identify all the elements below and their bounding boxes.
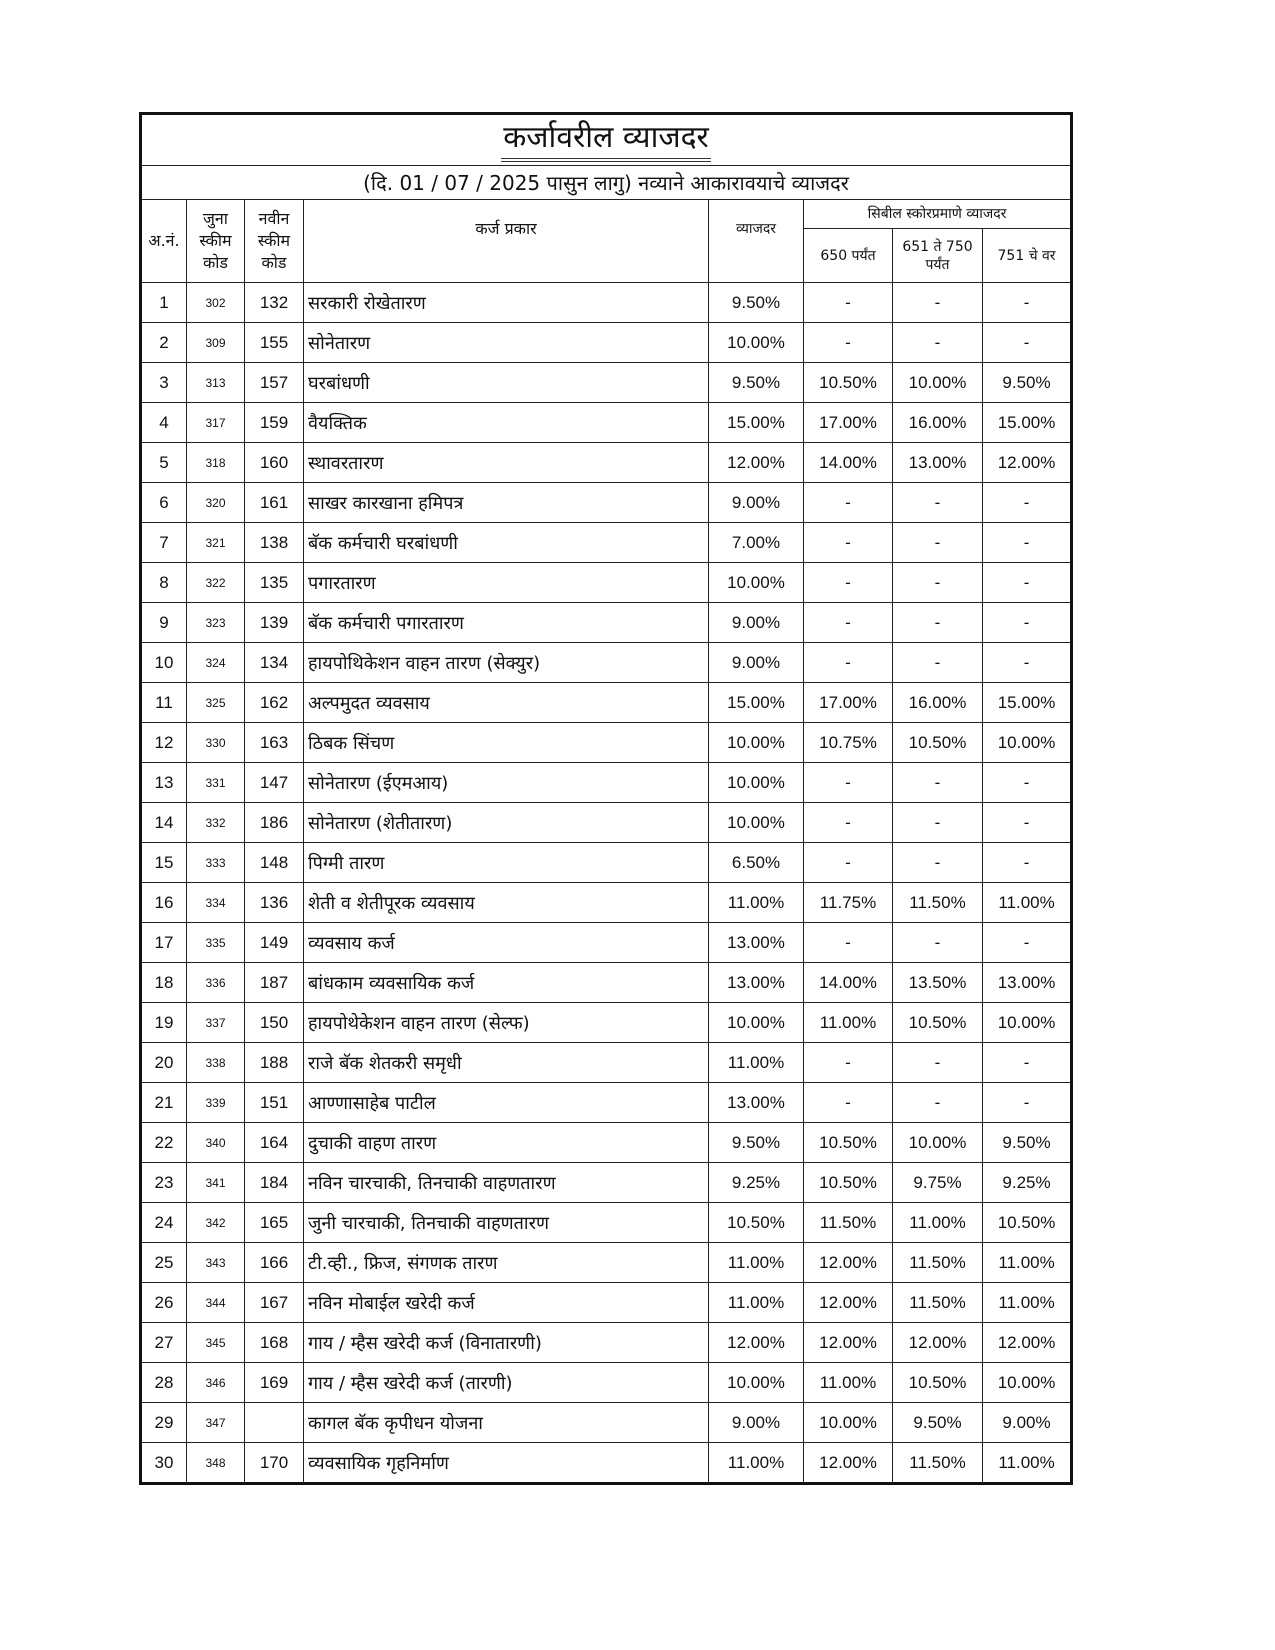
- old-scheme-code: 346: [187, 1363, 245, 1403]
- new-scheme-code: 136: [245, 883, 304, 923]
- rate-cibil-751: 9.50%: [983, 363, 1072, 403]
- rate-cibil-650: -: [804, 843, 893, 883]
- rate-cibil-651-750: 10.50%: [893, 723, 983, 763]
- old-scheme-code: 337: [187, 1003, 245, 1043]
- document-title-cell: [141, 114, 1072, 166]
- table-row: [141, 563, 1072, 603]
- loan-type: जुनी चारचाकी, तिनचाकी वाहणतारण: [304, 1203, 709, 1243]
- new-scheme-code: 164: [245, 1123, 304, 1163]
- rate-cibil-751: 10.00%: [983, 1363, 1072, 1403]
- rate-cibil-651-750: 11.50%: [893, 883, 983, 923]
- rate-cibil-751: 10.00%: [983, 723, 1072, 763]
- rate-cibil-751: 10.00%: [983, 1003, 1072, 1043]
- interest-rate: 15.00%: [709, 683, 804, 723]
- old-scheme-code: 340: [187, 1123, 245, 1163]
- rate-cibil-651-750: 11.50%: [893, 1283, 983, 1323]
- old-scheme-code: 309: [187, 323, 245, 363]
- rate-cibil-651-750: 16.00%: [893, 403, 983, 443]
- rate-cibil-651-750: -: [893, 923, 983, 963]
- serial-number: 23: [141, 1163, 187, 1203]
- new-scheme-code: 187: [245, 963, 304, 1003]
- rate-cibil-651-750: 10.00%: [893, 1123, 983, 1163]
- interest-rate: 6.50%: [709, 843, 804, 883]
- new-scheme-code: 163: [245, 723, 304, 763]
- rate-cibil-650: 10.50%: [804, 363, 893, 403]
- new-scheme-code: 167: [245, 1283, 304, 1323]
- serial-number: 14: [141, 803, 187, 843]
- rate-cibil-651-750: -: [893, 1083, 983, 1123]
- loan-type: व्यवसायिक गृहनिर्माण: [304, 1443, 709, 1484]
- serial-number: 5: [141, 443, 187, 483]
- rate-cibil-751: -: [983, 923, 1072, 963]
- old-scheme-code: 320: [187, 483, 245, 523]
- new-scheme-code: 166: [245, 1243, 304, 1283]
- new-scheme-code: 169: [245, 1363, 304, 1403]
- rate-cibil-651-750: -: [893, 843, 983, 883]
- loan-type: बॅक कर्मचारी पगारतारण: [304, 603, 709, 643]
- serial-number: 13: [141, 763, 187, 803]
- loan-type: नविन मोबाईल खरेदी कर्ज: [304, 1283, 709, 1323]
- serial-number: 6: [141, 483, 187, 523]
- old-scheme-code: 318: [187, 443, 245, 483]
- loan-type: सरकारी रोखेतारण: [304, 283, 709, 323]
- loan-type: अल्पमुदत व्यवसाय: [304, 683, 709, 723]
- loan-type: साखर कारखाना हमिपत्र: [304, 483, 709, 523]
- rate-cibil-651-750: 10.00%: [893, 363, 983, 403]
- rate-cibil-650: 12.00%: [804, 1243, 893, 1283]
- rate-cibil-751: 9.25%: [983, 1163, 1072, 1203]
- header-cibil-group: सिबील स्कोरप्रमाणे व्याजदर: [804, 200, 1072, 229]
- rate-cibil-651-750: -: [893, 563, 983, 603]
- rate-cibil-651-750: -: [893, 283, 983, 323]
- serial-number: 15: [141, 843, 187, 883]
- serial-number: 25: [141, 1243, 187, 1283]
- rate-cibil-650: -: [804, 923, 893, 963]
- loan-type: स्थावरतारण: [304, 443, 709, 483]
- interest-rate: 9.00%: [709, 603, 804, 643]
- old-scheme-code: 313: [187, 363, 245, 403]
- rate-cibil-650: -: [804, 483, 893, 523]
- loan-type: ठिबक सिंचण: [304, 723, 709, 763]
- rate-cibil-650: 10.50%: [804, 1123, 893, 1163]
- table-row: [141, 403, 1072, 443]
- rate-cibil-651-750: -: [893, 1043, 983, 1083]
- rate-cibil-751: 12.00%: [983, 443, 1072, 483]
- interest-rate: 10.00%: [709, 803, 804, 843]
- rate-cibil-751: 11.00%: [983, 883, 1072, 923]
- table-row: [141, 363, 1072, 403]
- table-row: [141, 323, 1072, 363]
- new-scheme-code: 132: [245, 283, 304, 323]
- old-scheme-code: 330: [187, 723, 245, 763]
- header-serial: अ.नं.: [141, 200, 187, 283]
- new-scheme-code: 139: [245, 603, 304, 643]
- rate-cibil-751: -: [983, 563, 1072, 603]
- rate-cibil-651-750: 16.00%: [893, 683, 983, 723]
- old-scheme-code: 345: [187, 1323, 245, 1363]
- rate-cibil-650: 11.75%: [804, 883, 893, 923]
- rate-cibil-751: 11.00%: [983, 1283, 1072, 1323]
- rate-cibil-651-750: 11.50%: [893, 1443, 983, 1484]
- loan-type: कागल बॅक कृपीधन योजना: [304, 1403, 709, 1443]
- table-row: [141, 1203, 1072, 1243]
- table-row: [141, 1443, 1072, 1484]
- rate-cibil-650: 12.00%: [804, 1283, 893, 1323]
- serial-number: 12: [141, 723, 187, 763]
- rate-cibil-751: -: [983, 603, 1072, 643]
- table-row: [141, 643, 1072, 683]
- rate-cibil-751: 15.00%: [983, 683, 1072, 723]
- serial-number: 8: [141, 563, 187, 603]
- new-scheme-code: 151: [245, 1083, 304, 1123]
- loan-type: बांधकाम व्यवसायिक कर्ज: [304, 963, 709, 1003]
- interest-rate: 10.00%: [709, 763, 804, 803]
- rate-cibil-751: -: [983, 843, 1072, 883]
- interest-rate: 11.00%: [709, 1443, 804, 1484]
- rate-cibil-651-750: -: [893, 323, 983, 363]
- new-scheme-code: 186: [245, 803, 304, 843]
- table-row: [141, 603, 1072, 643]
- old-scheme-code: 342: [187, 1203, 245, 1243]
- serial-number: 19: [141, 1003, 187, 1043]
- serial-number: 21: [141, 1083, 187, 1123]
- interest-rate: 9.00%: [709, 1403, 804, 1443]
- old-scheme-code: 323: [187, 603, 245, 643]
- loan-type: व्यवसाय कर्ज: [304, 923, 709, 963]
- new-scheme-code: 160: [245, 443, 304, 483]
- serial-number: 10: [141, 643, 187, 683]
- rate-cibil-751: -: [983, 323, 1072, 363]
- interest-rate: 9.50%: [709, 283, 804, 323]
- rate-cibil-751: 15.00%: [983, 403, 1072, 443]
- table-row: [141, 1123, 1072, 1163]
- loan-type: सोनेतारण (शेतीतारण): [304, 803, 709, 843]
- rate-cibil-751: 10.50%: [983, 1203, 1072, 1243]
- serial-number: 9: [141, 603, 187, 643]
- rate-cibil-651-750: -: [893, 483, 983, 523]
- interest-rate: 9.00%: [709, 483, 804, 523]
- rate-cibil-651-750: -: [893, 803, 983, 843]
- rate-cibil-651-750: -: [893, 523, 983, 563]
- interest-rate: 10.00%: [709, 1363, 804, 1403]
- table-row: [141, 843, 1072, 883]
- rate-cibil-651-750: 13.50%: [893, 963, 983, 1003]
- table-row: [141, 1083, 1072, 1123]
- interest-rate: 9.00%: [709, 643, 804, 683]
- rate-cibil-751: -: [983, 283, 1072, 323]
- rate-cibil-650: 10.75%: [804, 723, 893, 763]
- old-scheme-code: 322: [187, 563, 245, 603]
- header-cibil-651-750: 651 ते 750 पर्यंत: [893, 229, 983, 283]
- new-scheme-code: 184: [245, 1163, 304, 1203]
- rate-cibil-650: 11.00%: [804, 1003, 893, 1043]
- table-row: [141, 1363, 1072, 1403]
- rate-cibil-751: 13.00%: [983, 963, 1072, 1003]
- loan-type: वैयक्तिक: [304, 403, 709, 443]
- table-row: [141, 443, 1072, 483]
- loan-type: गाय / म्हैस खरेदी कर्ज (तारणी): [304, 1363, 709, 1403]
- rate-cibil-751: 11.00%: [983, 1243, 1072, 1283]
- serial-number: 17: [141, 923, 187, 963]
- interest-rate: 11.00%: [709, 1243, 804, 1283]
- table-row: [141, 763, 1072, 803]
- loan-type: आण्णासाहेब पाटील: [304, 1083, 709, 1123]
- serial-number: 1: [141, 283, 187, 323]
- rate-cibil-650: 10.50%: [804, 1163, 893, 1203]
- serial-number: 18: [141, 963, 187, 1003]
- interest-rate: 12.00%: [709, 1323, 804, 1363]
- serial-number: 26: [141, 1283, 187, 1323]
- old-scheme-code: 333: [187, 843, 245, 883]
- loan-type: घरबांधणी: [304, 363, 709, 403]
- loan-type: शेती व शेतीपूरक व्यवसाय: [304, 883, 709, 923]
- new-scheme-code: 150: [245, 1003, 304, 1043]
- table-row: [141, 923, 1072, 963]
- rate-cibil-650: 14.00%: [804, 443, 893, 483]
- serial-number: 22: [141, 1123, 187, 1163]
- serial-number: 7: [141, 523, 187, 563]
- interest-rate: 10.00%: [709, 563, 804, 603]
- table-row: [141, 483, 1072, 523]
- table-row: [141, 1403, 1072, 1443]
- old-scheme-code: 331: [187, 763, 245, 803]
- table-row: [141, 883, 1072, 923]
- rate-cibil-650: -: [804, 563, 893, 603]
- serial-number: 16: [141, 883, 187, 923]
- new-scheme-code: [245, 1403, 304, 1443]
- old-scheme-code: 317: [187, 403, 245, 443]
- new-scheme-code: 161: [245, 483, 304, 523]
- rate-cibil-650: 14.00%: [804, 963, 893, 1003]
- rate-cibil-650: -: [804, 323, 893, 363]
- rate-cibil-650: -: [804, 763, 893, 803]
- old-scheme-code: 338: [187, 1043, 245, 1083]
- document-subtitle: (दि. 01 / 07 / 2025 पासुन लागु) नव्याने आकारावयाचे व्याजदर: [141, 166, 1072, 200]
- rate-cibil-650: 11.50%: [804, 1203, 893, 1243]
- table-row: [141, 683, 1072, 723]
- new-scheme-code: 134: [245, 643, 304, 683]
- rate-cibil-650: -: [804, 643, 893, 683]
- new-scheme-code: 159: [245, 403, 304, 443]
- loan-type: टी.व्ही., फ्रिज, संगणक तारण: [304, 1243, 709, 1283]
- rate-cibil-651-750: 10.50%: [893, 1363, 983, 1403]
- rate-cibil-651-750: 13.00%: [893, 443, 983, 483]
- old-scheme-code: 324: [187, 643, 245, 683]
- old-scheme-code: 343: [187, 1243, 245, 1283]
- rate-cibil-751: -: [983, 483, 1072, 523]
- table-row: [141, 723, 1072, 763]
- old-scheme-code: 302: [187, 283, 245, 323]
- old-scheme-code: 339: [187, 1083, 245, 1123]
- rate-cibil-751: -: [983, 763, 1072, 803]
- serial-number: 27: [141, 1323, 187, 1363]
- new-scheme-code: 149: [245, 923, 304, 963]
- serial-number: 3: [141, 363, 187, 403]
- rate-cibil-650: 12.00%: [804, 1323, 893, 1363]
- table-row: [141, 1323, 1072, 1363]
- rate-cibil-651-750: 11.50%: [893, 1243, 983, 1283]
- rate-cibil-651-750: -: [893, 763, 983, 803]
- loan-type: सोनेतारण (ईएमआय): [304, 763, 709, 803]
- interest-rate: 12.00%: [709, 443, 804, 483]
- rate-cibil-751: -: [983, 1083, 1072, 1123]
- header-new-scheme-code: नवीन स्कीम कोड: [245, 200, 304, 283]
- interest-rate: 9.50%: [709, 363, 804, 403]
- table-row: [141, 283, 1072, 323]
- loan-type: गाय / म्हैस खरेदी कर्ज (विनातारणी): [304, 1323, 709, 1363]
- loan-type: बॅक कर्मचारी घरबांधणी: [304, 523, 709, 563]
- rate-cibil-651-750: 11.00%: [893, 1203, 983, 1243]
- serial-number: 4: [141, 403, 187, 443]
- rate-cibil-650: 11.00%: [804, 1363, 893, 1403]
- rate-cibil-650: 17.00%: [804, 683, 893, 723]
- rate-cibil-751: -: [983, 523, 1072, 563]
- loan-type: राजे बॅक शेतकरी समृधी: [304, 1043, 709, 1083]
- rate-cibil-751: -: [983, 643, 1072, 683]
- old-scheme-code: 341: [187, 1163, 245, 1203]
- rate-cibil-651-750: -: [893, 643, 983, 683]
- interest-rate: 9.50%: [709, 1123, 804, 1163]
- serial-number: 11: [141, 683, 187, 723]
- table-row: [141, 1283, 1072, 1323]
- table-row: [141, 1163, 1072, 1203]
- rate-cibil-751: 12.00%: [983, 1323, 1072, 1363]
- document-title: कर्जावरील व्याजदर: [501, 118, 711, 162]
- serial-number: 29: [141, 1403, 187, 1443]
- header-old-scheme-code: जुना स्कीम कोड: [187, 200, 245, 283]
- interest-rate: 10.00%: [709, 323, 804, 363]
- rate-cibil-650: -: [804, 803, 893, 843]
- table-row: [141, 1043, 1072, 1083]
- loan-type: हायपोथिकेशन वाहन तारण (सेक्युर): [304, 643, 709, 683]
- rate-cibil-650: 17.00%: [804, 403, 893, 443]
- serial-number: 28: [141, 1363, 187, 1403]
- loan-type: पगारतारण: [304, 563, 709, 603]
- interest-rate: 10.00%: [709, 723, 804, 763]
- new-scheme-code: 162: [245, 683, 304, 723]
- rate-cibil-650: -: [804, 523, 893, 563]
- loan-type: हायपोथेकेशन वाहन तारण (सेल्फ): [304, 1003, 709, 1043]
- header-cibil-751: 751 चे वर: [983, 229, 1072, 283]
- table-row: [141, 803, 1072, 843]
- rate-cibil-650: -: [804, 1083, 893, 1123]
- old-scheme-code: 348: [187, 1443, 245, 1484]
- rate-cibil-651-750: -: [893, 603, 983, 643]
- new-scheme-code: 148: [245, 843, 304, 883]
- serial-number: 24: [141, 1203, 187, 1243]
- table-row: [141, 1243, 1072, 1283]
- old-scheme-code: 321: [187, 523, 245, 563]
- new-scheme-code: 170: [245, 1443, 304, 1484]
- header-loan-type: कर्ज प्रकार: [304, 200, 709, 283]
- new-scheme-code: 135: [245, 563, 304, 603]
- new-scheme-code: 138: [245, 523, 304, 563]
- interest-rate: 11.00%: [709, 1283, 804, 1323]
- old-scheme-code: 334: [187, 883, 245, 923]
- rate-cibil-650: -: [804, 283, 893, 323]
- interest-rate: 10.00%: [709, 1003, 804, 1043]
- rate-cibil-751: -: [983, 803, 1072, 843]
- rate-cibil-751: 9.50%: [983, 1123, 1072, 1163]
- rate-cibil-650: 12.00%: [804, 1443, 893, 1484]
- interest-rate: 13.00%: [709, 923, 804, 963]
- rate-cibil-651-750: 9.50%: [893, 1403, 983, 1443]
- header-cibil-650: 650 पर्यंत: [804, 229, 893, 283]
- loan-type: सोनेतारण: [304, 323, 709, 363]
- new-scheme-code: 155: [245, 323, 304, 363]
- loan-type: नविन चारचाकी, तिनचाकी वाहणतारण: [304, 1163, 709, 1203]
- serial-number: 20: [141, 1043, 187, 1083]
- interest-rate: 10.50%: [709, 1203, 804, 1243]
- interest-rate: 7.00%: [709, 523, 804, 563]
- rate-cibil-751: -: [983, 1043, 1072, 1083]
- old-scheme-code: 336: [187, 963, 245, 1003]
- old-scheme-code: 347: [187, 1403, 245, 1443]
- rate-cibil-751: 9.00%: [983, 1403, 1072, 1443]
- table-row: [141, 963, 1072, 1003]
- rate-cibil-751: 11.00%: [983, 1443, 1072, 1484]
- old-scheme-code: 332: [187, 803, 245, 843]
- serial-number: 2: [141, 323, 187, 363]
- loan-type: पिग्मी तारण: [304, 843, 709, 883]
- old-scheme-code: 335: [187, 923, 245, 963]
- table-row: [141, 523, 1072, 563]
- interest-rate-table: [139, 112, 1073, 1485]
- new-scheme-code: 147: [245, 763, 304, 803]
- new-scheme-code: 188: [245, 1043, 304, 1083]
- old-scheme-code: 344: [187, 1283, 245, 1323]
- rate-cibil-651-750: 10.50%: [893, 1003, 983, 1043]
- interest-rate: 9.25%: [709, 1163, 804, 1203]
- rate-cibil-651-750: 12.00%: [893, 1323, 983, 1363]
- serial-number: 30: [141, 1443, 187, 1484]
- interest-rate: 13.00%: [709, 1083, 804, 1123]
- new-scheme-code: 168: [245, 1323, 304, 1363]
- rate-cibil-650: 10.00%: [804, 1403, 893, 1443]
- rate-cibil-650: -: [804, 1043, 893, 1083]
- interest-rate: 11.00%: [709, 1043, 804, 1083]
- old-scheme-code: 325: [187, 683, 245, 723]
- rate-cibil-651-750: 9.75%: [893, 1163, 983, 1203]
- loan-type: दुचाकी वाहण तारण: [304, 1123, 709, 1163]
- rate-cibil-650: -: [804, 603, 893, 643]
- interest-rate: 11.00%: [709, 883, 804, 923]
- header-interest-rate: व्याजदर: [709, 200, 804, 283]
- table-row: [141, 1003, 1072, 1043]
- interest-rate: 15.00%: [709, 403, 804, 443]
- new-scheme-code: 165: [245, 1203, 304, 1243]
- interest-rate: 13.00%: [709, 963, 804, 1003]
- new-scheme-code: 157: [245, 363, 304, 403]
